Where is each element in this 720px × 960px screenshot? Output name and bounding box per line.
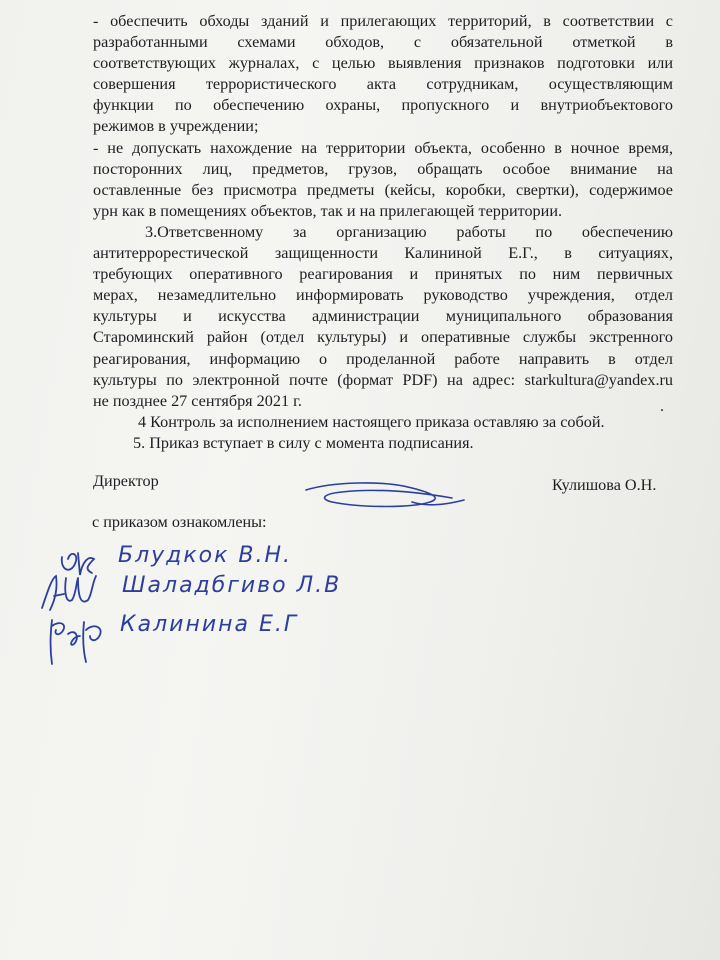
- text-line: антитеррорестической защищенности Калининой Е.Г., в ситуациях,: [93, 244, 673, 263]
- body-text: [93, 11, 673, 454]
- text-line: 3.Ответсвенному за организацию работы по обеспечению: [145, 222, 673, 241]
- acquainted-label: с приказом ознакомлены:: [92, 513, 267, 531]
- text-line: 4 Контроль за исполнением настоящего приказа оставляю за собой.: [138, 412, 605, 431]
- text-line: 5. Приказ вступает в силу с момента подписания.: [133, 433, 474, 452]
- text-line: не позднее 27 сентября 2021 г.: [93, 391, 302, 410]
- text-line: мерах, незамедлительно информировать руководство учреждения, отдел: [93, 286, 673, 305]
- director-signature: [292, 468, 472, 518]
- text-line: - не допускать нахождение на территории объекта, особенно в ночное время,: [93, 138, 673, 157]
- text-line: требующих оперативного реагирования и принятых по ним первичных: [93, 265, 673, 284]
- handwritten-name-3: Калинина Е.Г: [120, 612, 299, 637]
- text-line: совершения террористического акта сотрудникам, осуществляющим: [93, 75, 673, 94]
- text-line: функции по обеспечению охраны, пропускного и внутриобъектового: [93, 96, 673, 115]
- text-line: соответствующих журналах, с целью выявления признаков подготовки или: [93, 54, 673, 73]
- handwritten-name-1: Блудкок В.Н.: [118, 543, 293, 568]
- text-line: реагирования, информацию о проделанной работе направить в отдел: [93, 349, 673, 368]
- text-line: оставленные без присмотра предметы (кейсы, коробки, свертки), содержимое: [93, 180, 673, 199]
- director-name: Кулишова О.Н.: [552, 476, 657, 494]
- text-line: Староминский район (отдел культуры) и оперативные службы экстренного: [93, 328, 673, 347]
- text-line: разработанными схемами обходов, с обязательной отметкой в: [93, 33, 673, 52]
- text-line: - обеспечить обходы зданий и прилегающих территорий, в соответствии с: [93, 12, 673, 30]
- director-label: Директор: [93, 472, 159, 490]
- text-line: урн как в помещениях объектов, так и на прилегающей территории.: [93, 201, 563, 220]
- handwritten-name-2: Шаладбгиво Л.В: [122, 573, 342, 598]
- text-line: культуры и искусства администрации муниципального образования: [93, 307, 673, 326]
- text-line: посторонних лиц, предметов, грузов, обращать особое внимание на: [93, 159, 673, 178]
- initials-mark-2: [40, 570, 100, 615]
- text-line: культуры по электронной почте (формат PDF) на адрес: starkultura@yandex.ru: [93, 370, 673, 389]
- initials-mark-3: [46, 612, 116, 667]
- stray-mark: .: [660, 398, 664, 415]
- text-line: режимов в учреждении;: [93, 117, 259, 136]
